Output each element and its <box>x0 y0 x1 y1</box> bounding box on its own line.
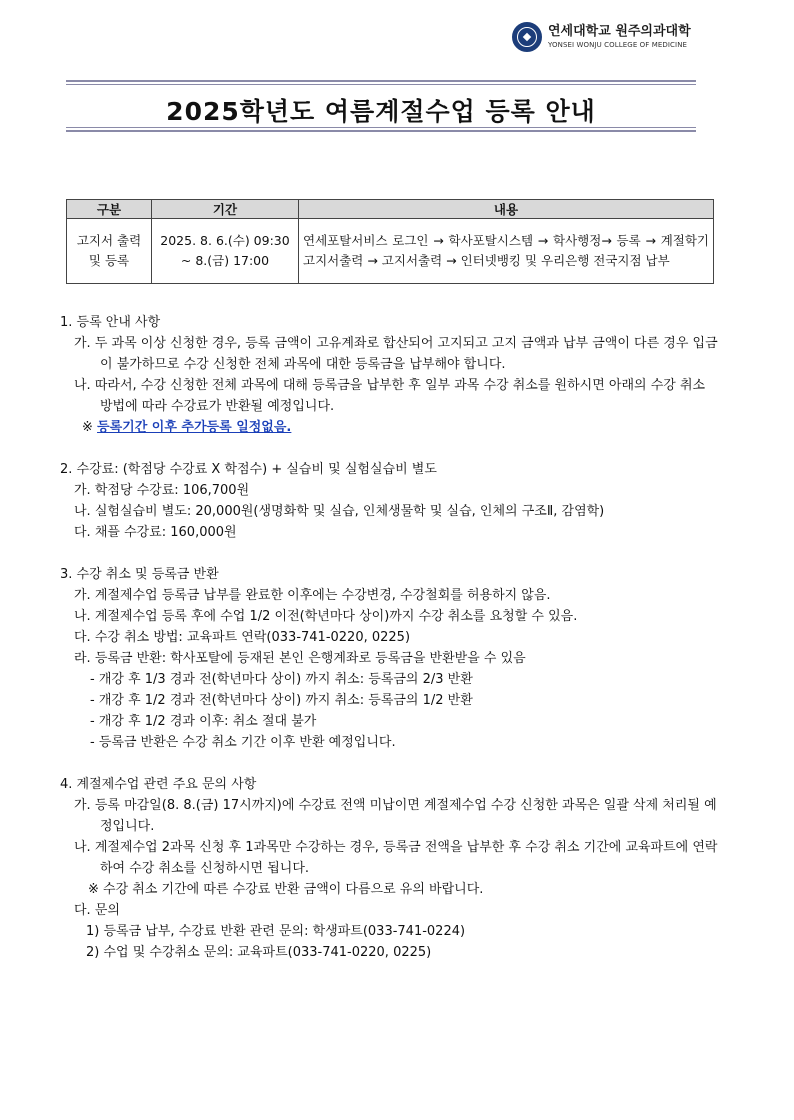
schedule-table <box>66 199 714 284</box>
section-heading: 3. 수강 취소 및 등록금 반환 <box>60 567 219 582</box>
sub-list-item: 1) 등록금 납부, 수강료 반환 관련 문의: 학생파트(033-741-0224) <box>86 924 466 939</box>
no-additional-registration-note: 등록기간 이후 추가등록 일정없음. <box>97 420 292 435</box>
list-item: 가. 학점당 수강료: 106,700원 <box>74 483 250 498</box>
list-item: 나. 계절제수업 2과목 신청 후 1과목만 수강하는 경우, 등록금 전액을 납부한 후 수강 취소 기간에 교육파트에 연락하여 수강 취소를 신청하시면 됩니다. <box>74 840 718 876</box>
header-period: 기간 <box>152 200 299 219</box>
section-2 <box>60 459 720 543</box>
cell-content: 연세포탈서비스 로그인 → 학사포탈시스템 → 학사행정→ 등록 → 계절학기 고지서출력 → 고지서출력 → 인터넷뱅킹 및 우리은행 전국지점 납부 <box>299 219 714 284</box>
list-item: 나. 계절제수업 등록 후에 수업 1/2 이전(학년마다 상이)까지 수강 취소를 요청할 수 있음. <box>74 609 578 624</box>
header-content: 내용 <box>299 200 714 219</box>
section-3 <box>60 564 720 753</box>
section-4 <box>60 774 720 963</box>
period-line-2: ~ 8.(금) 17:00 <box>180 253 270 268</box>
university-logo <box>512 20 712 54</box>
logo-korean-name: 연세대학교 원주의과대학 <box>548 24 691 39</box>
logo-english-name: YONSEI WONJU COLLEGE OF MEDICINE <box>548 41 688 49</box>
sub-list-item: 2) 수업 및 수강취소 문의: 교육파트(033-741-0220, 0225) <box>86 945 432 960</box>
list-item: 가. 등록 마감일(8. 8.(금) 17시까지)에 수강료 전액 미납이면 계절제수업 수강 신청한 과목은 일괄 삭제 처리될 예정입니다. <box>74 798 717 834</box>
sub-list-item: - 개강 후 1/3 경과 전(학년마다 상이) 까지 취소: 등록금의 2/3 반환 <box>90 672 473 687</box>
cell-period <box>152 219 299 284</box>
list-item: 가. 두 과목 이상 신청한 경우, 등록 금액이 고유계좌로 합산되어 고지되고 고지 금액과 납부 금액이 다른 경우 입금이 불가하므로 수강 신청한 전체 과목에 대한 등록금을 납부해야 합니다. <box>74 336 718 372</box>
section-1 <box>60 312 720 438</box>
sub-list-item: - 개강 후 1/2 경과 이후: 취소 절대 불가 <box>90 714 317 729</box>
list-item: 다. 문의 <box>74 903 120 918</box>
list-item: 나. 실험실습비 별도: 20,000원(생명화학 및 실습, 인체생물학 및 실습, 인체의 구조Ⅱ, 감염학) <box>74 504 605 519</box>
category-line-2: 및 등록 <box>88 253 130 268</box>
table-row <box>67 219 714 284</box>
note-item: ※ 수강 취소 기간에 따른 수강료 반환 금액이 다름으로 유의 바랍니다. <box>88 882 484 897</box>
table-header-row <box>67 200 714 219</box>
sub-list-item: - 개강 후 1/2 경과 전(학년마다 상이) 까지 취소: 등록금의 1/2 반환 <box>90 693 473 708</box>
list-item: 다. 채플 수강료: 160,000원 <box>74 525 237 540</box>
period-line-1: 2025. 8. 6.(수) 09:30 <box>160 233 290 248</box>
header-category: 구분 <box>67 200 152 219</box>
section-heading: 2. 수강료: (학점당 수강료 X 학점수) + 실습비 및 실험실습비 별도 <box>60 462 437 477</box>
sub-list-item: - 등록금 반환은 수강 취소 기간 이후 반환 예정입니다. <box>90 735 396 750</box>
list-item: 나. 따라서, 수강 신청한 전체 과목에 대해 등록금을 납부한 후 일부 과목 수강 취소를 원하시면 아래의 수강 취소 방법에 따라 수강료가 반환될 예정입니다. <box>74 378 706 414</box>
note-mark: ※ <box>82 420 98 435</box>
section-heading: 4. 계절제수업 관련 주요 문의 사항 <box>60 777 257 792</box>
list-item: 다. 수강 취소 방법: 교육파트 연락(033-741-0220, 0225) <box>74 630 411 645</box>
category-line-1: 고지서 출력 <box>76 233 142 248</box>
list-item: 가. 계절제수업 등록금 납부를 완료한 이후에는 수강변경, 수강철회를 허용하지 않음. <box>74 588 551 603</box>
university-seal-icon <box>512 22 542 52</box>
title-box <box>66 80 696 132</box>
page-title: 2025학년도 여름계절수업 등록 안내 <box>166 97 596 126</box>
note-item <box>60 417 720 438</box>
list-item: 라. 등록금 반환: 학사포탈에 등재된 본인 은행계좌로 등록금을 반환받을 수 있음 <box>74 651 526 666</box>
section-heading: 1. 등록 안내 사항 <box>60 315 161 330</box>
cell-category <box>67 219 152 284</box>
notice-body <box>60 312 720 963</box>
